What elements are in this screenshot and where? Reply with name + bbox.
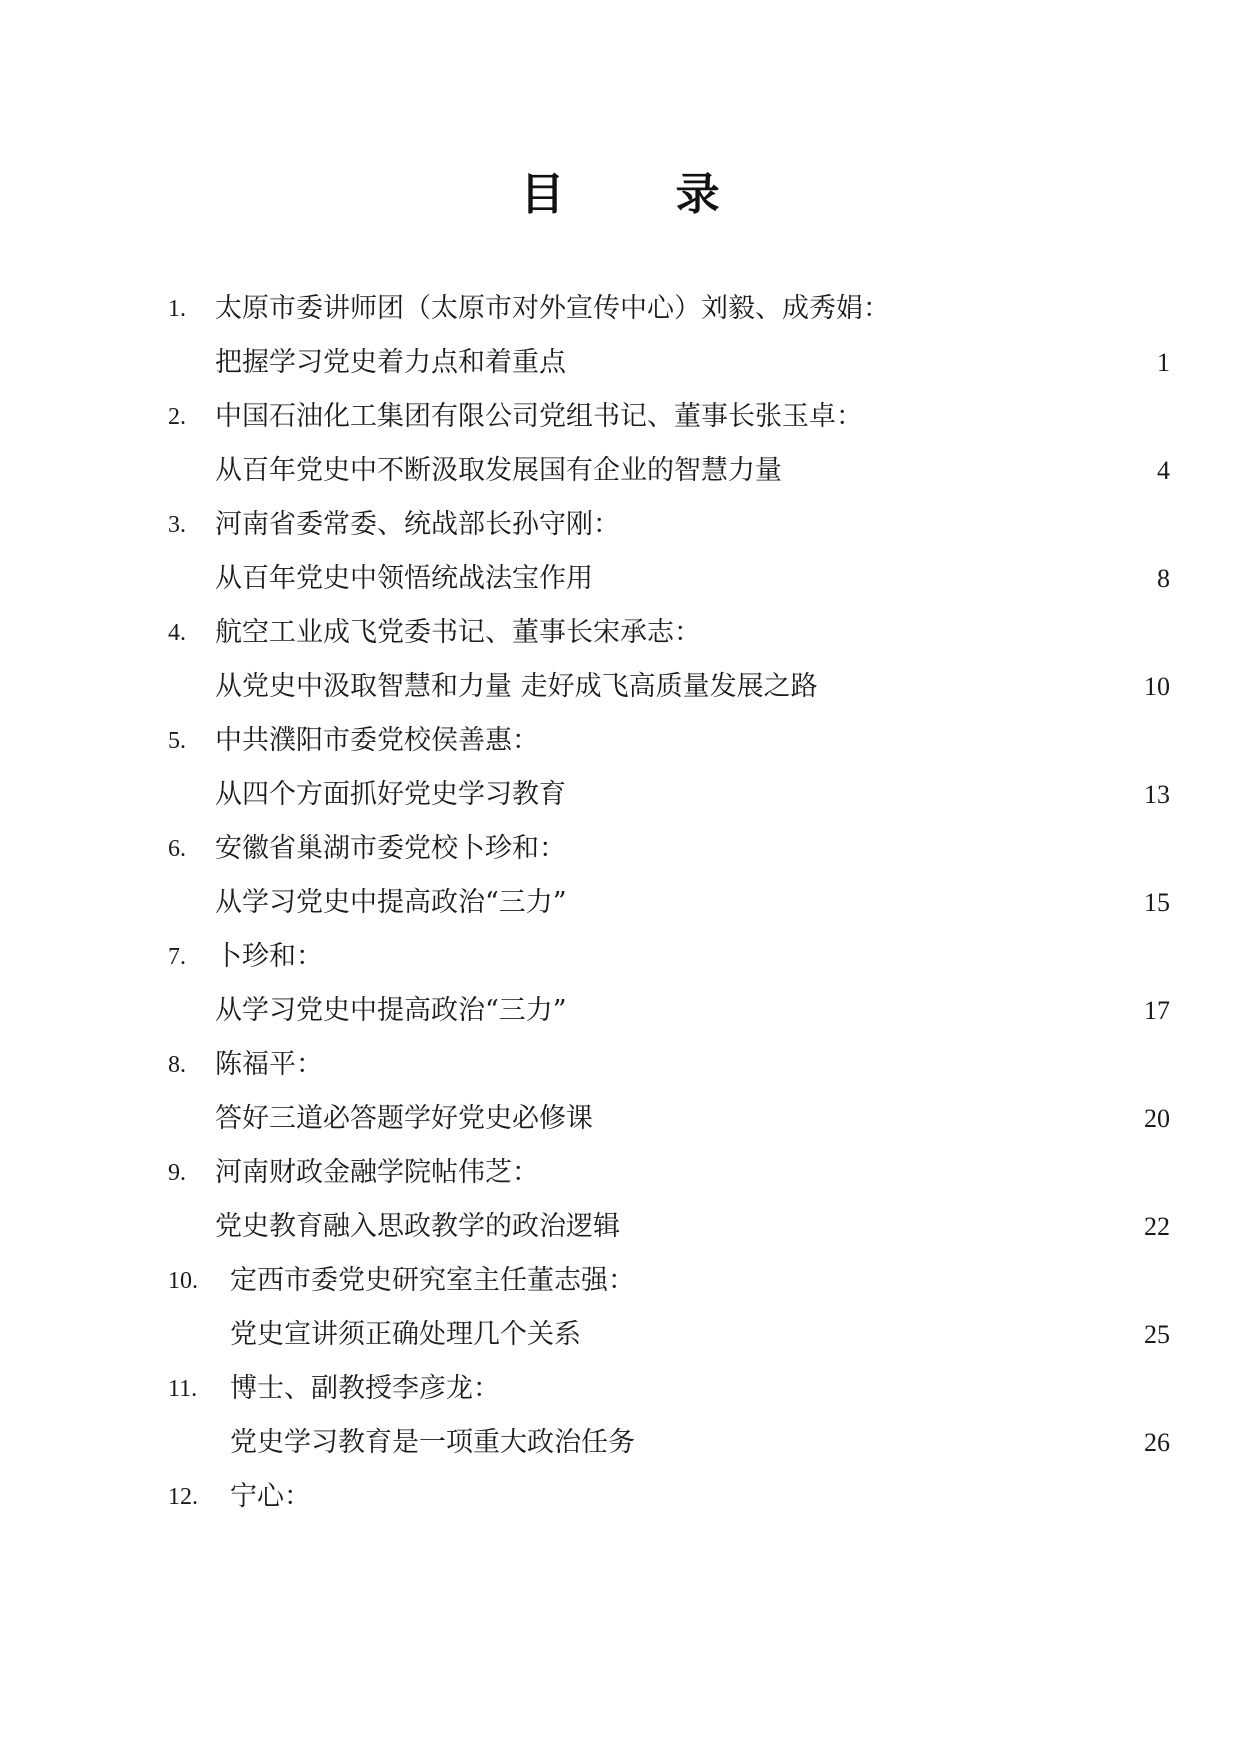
table-of-contents xyxy=(0,282,1240,1578)
toc-entry-page: 1 xyxy=(1157,348,1170,377)
toc-entry-page: 26 xyxy=(1144,1428,1170,1457)
toc-entry[interactable] xyxy=(0,822,1240,930)
toc-entry-title[interactable]: 从百年党史中不断汲取发展国有企业的智慧力量 xyxy=(215,455,782,486)
toc-entry-author: 河南财政金融学院帖伟芝： xyxy=(215,1157,539,1188)
toc-entry-number: 9. xyxy=(168,1160,186,1186)
toc-entry-page: 15 xyxy=(1144,888,1170,917)
toc-entry[interactable] xyxy=(0,498,1240,606)
toc-entry-page: 13 xyxy=(1144,780,1170,809)
toc-entry-title[interactable]: 从四个方面抓好党史学习教育 xyxy=(215,779,566,810)
toc-entry-title[interactable]: 从学习党史中提高政治“三力” xyxy=(215,887,567,918)
toc-entry-number: 6. xyxy=(168,836,186,862)
toc-entry-page: 22 xyxy=(1144,1212,1170,1241)
toc-entry-page: 25 xyxy=(1144,1320,1170,1349)
toc-entry-author: 航空工业成飞党委书记、董事长宋承志： xyxy=(215,617,701,648)
toc-entry[interactable] xyxy=(0,606,1240,714)
toc-entry-number: 5. xyxy=(168,728,186,754)
toc-entry-author: 卜珍和： xyxy=(215,941,323,972)
toc-entry[interactable] xyxy=(0,1362,1240,1470)
toc-entry[interactable] xyxy=(0,1254,1240,1362)
toc-entry-title[interactable]: 从党史中汲取智慧和力量 走好成飞高质量发展之路 xyxy=(215,671,818,702)
toc-entry-title[interactable]: 从学习党史中提高政治“三力” xyxy=(215,995,567,1026)
page-title: 目 录 xyxy=(520,169,768,220)
toc-entry-author: 陈福平： xyxy=(215,1049,323,1080)
toc-entry-number: 3. xyxy=(168,512,186,538)
toc-entry-author: 定西市委党史研究室主任董志强： xyxy=(230,1265,635,1296)
toc-entry-page: 20 xyxy=(1144,1104,1170,1133)
toc-entry-author: 博士、副教授李彦龙： xyxy=(230,1373,500,1404)
toc-entry-title[interactable]: 把握学习党史着力点和着重点 xyxy=(215,347,566,378)
toc-entry-author: 中共濮阳市委党校侯善惠： xyxy=(215,725,539,756)
toc-entry[interactable] xyxy=(0,714,1240,822)
toc-entry-page: 4 xyxy=(1157,456,1170,485)
toc-entry-number: 8. xyxy=(168,1052,186,1078)
toc-entry-page: 17 xyxy=(1144,996,1170,1025)
toc-entry-title[interactable]: 答好三道必答题学好党史必修课 xyxy=(215,1103,593,1134)
toc-entry[interactable] xyxy=(0,1038,1240,1146)
toc-entry-author: 太原市委讲师团（太原市对外宣传中心）刘毅、成秀娟： xyxy=(215,293,890,324)
toc-entry-author: 中国石油化工集团有限公司党组书记、董事长张玉卓： xyxy=(215,401,863,432)
toc-entry-author: 宁心： xyxy=(230,1481,311,1512)
toc-entry-number: 1. xyxy=(168,296,186,322)
toc-entry-number: 2. xyxy=(168,404,186,430)
toc-entry-page: 8 xyxy=(1157,564,1170,593)
toc-entry-title[interactable]: 党史宣讲须正确处理几个关系 xyxy=(230,1319,581,1350)
toc-entry-author: 河南省委常委、统战部长孙守刚： xyxy=(215,509,620,540)
toc-entry[interactable] xyxy=(0,282,1240,390)
toc-entry-number: 11. xyxy=(168,1376,198,1402)
toc-entry-page: 10 xyxy=(1144,672,1170,701)
toc-entry[interactable] xyxy=(0,1470,1240,1578)
toc-entry-title[interactable]: 从百年党史中领悟统战法宝作用 xyxy=(215,563,593,594)
toc-entry[interactable] xyxy=(0,1146,1240,1254)
toc-entry-number: 10. xyxy=(168,1268,198,1294)
toc-entry-title[interactable]: 党史教育融入思政教学的政治逻辑 xyxy=(215,1211,620,1242)
toc-entry-title[interactable]: 党史学习教育是一项重大政治任务 xyxy=(230,1427,635,1458)
toc-entry-number: 7. xyxy=(168,944,186,970)
toc-entry-number: 4. xyxy=(168,620,186,646)
toc-entry-author: 安徽省巢湖市委党校卜珍和： xyxy=(215,833,566,864)
toc-entry[interactable] xyxy=(0,390,1240,498)
toc-entry-number: 12. xyxy=(168,1484,198,1510)
toc-entry[interactable] xyxy=(0,930,1240,1038)
